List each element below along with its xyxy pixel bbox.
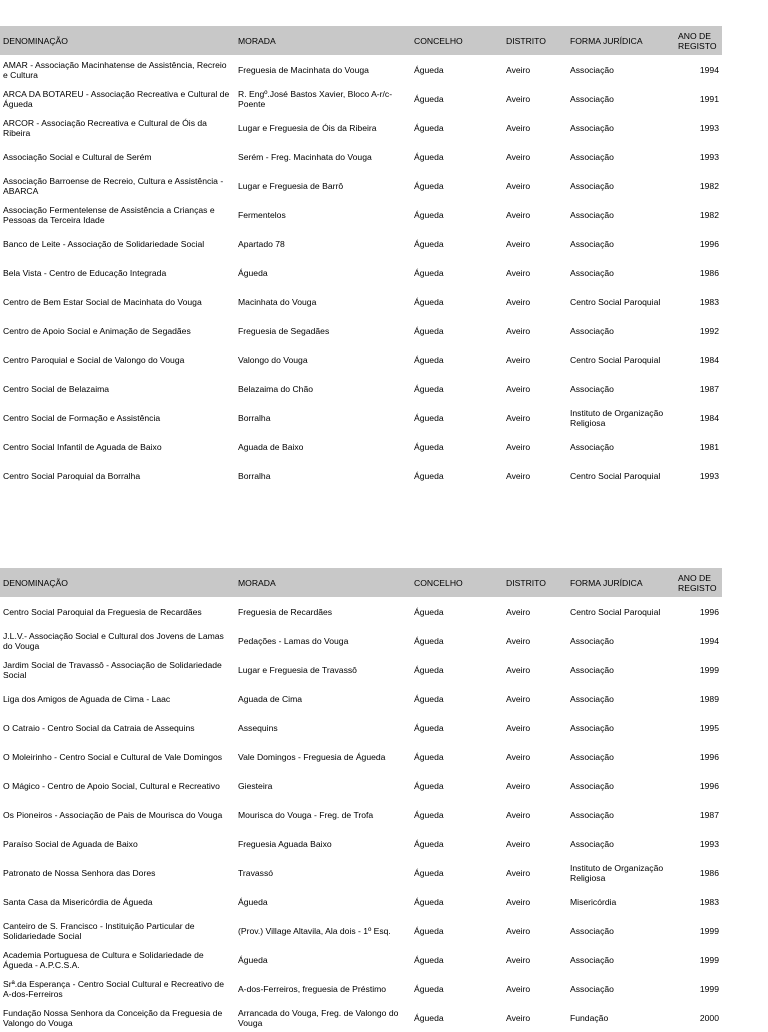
cell-morada: Águeda: [238, 267, 268, 278]
cell-distrito: Aveiro: [506, 354, 531, 365]
cell-ano-de-registo: 1992: [699, 325, 719, 336]
cell-denominacao: ARCOR - Associação Recreativa e Cultural de Óis da Ribeira: [3, 117, 207, 138]
table-row: [0, 1003, 722, 1032]
cell-ano-de-registo: 1999: [699, 983, 719, 994]
cell-morada: Assequins: [238, 722, 278, 733]
cell-morada: Freguesia de Macinhata do Vouga: [238, 64, 369, 75]
cell-ano-de-registo: 1993: [699, 151, 719, 162]
table-row: [0, 142, 722, 171]
cell-denominacao: Centro Social de Formação e Assistência: [3, 412, 161, 423]
cell-denominacao: Bela Vista - Centro de Educação Integrada: [3, 267, 167, 278]
header-distrito: DISTRITO: [503, 26, 567, 55]
cell-denominacao: Srª.da Esperança - Centro Social Cultural e Recreativo de A-dos-Ferreiros: [3, 978, 224, 999]
cell-forma-juridica: Associação: [570, 925, 614, 936]
cell-ano-de-registo: 1986: [699, 267, 719, 278]
cell-concelho: Águeda: [414, 325, 444, 336]
cell-forma-juridica: Associação: [570, 809, 614, 820]
cell-distrito: Aveiro: [506, 325, 531, 336]
table-header-row: [0, 26, 722, 55]
cell-denominacao: Jardim Social de Travassô - Associação de Solidariedade Social: [3, 659, 222, 680]
cell-ano-de-registo: 1999: [699, 664, 719, 675]
cell-forma-juridica: Associação: [570, 180, 614, 191]
cell-forma-juridica: Centro Social Paroquial: [570, 296, 661, 307]
header-ano-de-registo: ANO DE REGISTO: [672, 568, 722, 597]
cell-distrito: Aveiro: [506, 722, 531, 733]
cell-denominacao: Academia Portuguesa de Cultura e Solidariedade de Águeda - A.P.C.S.A.: [3, 949, 204, 970]
cell-distrito: Aveiro: [506, 209, 531, 220]
header-concelho: CONCELHO: [411, 568, 503, 597]
cell-forma-juridica: Associação: [570, 722, 614, 733]
header-distrito: DISTRITO: [503, 568, 567, 597]
cell-forma-juridica: Associação: [570, 751, 614, 762]
cell-concelho: Águeda: [414, 470, 444, 481]
header-forma-juridica: FORMA JURÍDICA: [567, 568, 672, 597]
cell-distrito: Aveiro: [506, 296, 531, 307]
cell-morada: Vale Domingos - Freguesia de Águeda: [238, 751, 386, 762]
cell-ano-de-registo: 1982: [699, 180, 719, 191]
cell-concelho: Águeda: [414, 238, 444, 249]
cell-distrito: Aveiro: [506, 664, 531, 675]
cell-concelho: Águeda: [414, 838, 444, 849]
cell-morada: Apartado 78: [238, 238, 285, 249]
cell-distrito: Aveiro: [506, 441, 531, 452]
cell-distrito: Aveiro: [506, 809, 531, 820]
table-row: [0, 829, 722, 858]
cell-distrito: Aveiro: [506, 1012, 531, 1023]
cell-morada: Águeda: [238, 896, 268, 907]
cell-denominacao: Os Pioneiros - Associação de Pais de Mourisca do Vouga: [3, 809, 223, 820]
cell-ano-de-registo: 1981: [699, 441, 719, 452]
cell-ano-de-registo: 1983: [699, 296, 719, 307]
cell-forma-juridica: Centro Social Paroquial: [570, 470, 661, 481]
cell-denominacao: Centro Social de Belazaima: [3, 383, 110, 394]
table-row: [0, 887, 722, 916]
table-row: [0, 316, 722, 345]
cell-concelho: Águeda: [414, 606, 444, 617]
cell-forma-juridica: Fundação: [570, 1012, 609, 1023]
cell-concelho: Águeda: [414, 383, 444, 394]
table-row: [0, 84, 722, 113]
cell-morada: Freguesia Aguada Baixo: [238, 838, 332, 849]
cell-morada: Arrancada do Vouga, Freg. de Valongo do Vouga: [238, 1007, 399, 1028]
cell-distrito: Aveiro: [506, 751, 531, 762]
cell-denominacao: Centro Paroquial e Social de Valongo do Vouga: [3, 354, 185, 365]
cell-distrito: Aveiro: [506, 180, 531, 191]
cell-morada: Aguada de Cima: [238, 693, 303, 704]
cell-morada: Lugar e Freguesia de Óis da Ribeira: [238, 122, 377, 133]
cell-distrito: Aveiro: [506, 635, 531, 646]
cell-distrito: Aveiro: [506, 238, 531, 249]
cell-distrito: Aveiro: [506, 954, 531, 965]
cell-denominacao: AMAR - Associação Macinhatense de Assistência, Recreio e Cultura: [3, 59, 227, 80]
cell-morada: R. Engº.José Bastos Xavier, Bloco A-r/c-Poente: [238, 88, 393, 109]
table-row: [0, 229, 722, 258]
table-row: [0, 945, 722, 974]
cell-morada: Belazaima do Chão: [238, 383, 314, 394]
cell-forma-juridica: Associação: [570, 780, 614, 791]
cell-concelho: Águeda: [414, 722, 444, 733]
cell-forma-juridica: Associação: [570, 93, 614, 104]
cell-forma-juridica: Associação: [570, 441, 614, 452]
cell-forma-juridica: Associação: [570, 954, 614, 965]
cell-denominacao: Centro Social Paroquial da Borralha: [3, 470, 141, 481]
cell-forma-juridica: Associação: [570, 383, 614, 394]
cell-morada: Borralha: [238, 470, 271, 481]
cell-denominacao: Centro de Bem Estar Social de Macinhata do Vouga: [3, 296, 202, 307]
cell-concelho: Águeda: [414, 693, 444, 704]
cell-morada: Lugar e Freguesia de Travassô: [238, 664, 357, 675]
cell-forma-juridica: Associação: [570, 693, 614, 704]
cell-morada: Águeda: [238, 954, 268, 965]
cell-forma-juridica: Associação: [570, 838, 614, 849]
registry-table-1: [0, 26, 722, 490]
cell-ano-de-registo: 1993: [699, 122, 719, 133]
cell-concelho: Águeda: [414, 780, 444, 791]
cell-forma-juridica: Associação: [570, 325, 614, 336]
cell-forma-juridica: Misericórdia: [570, 896, 617, 907]
table-row: [0, 374, 722, 403]
table-row: [0, 655, 722, 684]
cell-concelho: Águeda: [414, 896, 444, 907]
cell-forma-juridica: Associação: [570, 983, 614, 994]
cell-ano-de-registo: 1983: [699, 896, 719, 907]
cell-forma-juridica: Associação: [570, 664, 614, 675]
cell-morada: Serém - Freg. Macinhata do Vouga: [238, 151, 372, 162]
cell-forma-juridica: Associação: [570, 122, 614, 133]
cell-ano-de-registo: 1996: [699, 751, 719, 762]
cell-denominacao: Banco de Leite - Associação de Solidariedade Social: [3, 238, 205, 249]
header-morada: MORADA: [235, 26, 411, 55]
header-denominacao: DENOMINAÇÃO: [0, 26, 235, 55]
cell-ano-de-registo: 1995: [699, 722, 719, 733]
cell-forma-juridica: Associação: [570, 635, 614, 646]
cell-concelho: Águeda: [414, 983, 444, 994]
table-row: [0, 800, 722, 829]
table-row: [0, 742, 722, 771]
cell-ano-de-registo: 1994: [699, 64, 719, 75]
cell-ano-de-registo: 1996: [699, 606, 719, 617]
cell-ano-de-registo: 1993: [699, 838, 719, 849]
table-row: [0, 258, 722, 287]
cell-distrito: Aveiro: [506, 925, 531, 936]
table-row: [0, 916, 722, 945]
cell-concelho: Águeda: [414, 809, 444, 820]
cell-ano-de-registo: 1996: [699, 238, 719, 249]
cell-concelho: Águeda: [414, 209, 444, 220]
cell-concelho: Águeda: [414, 1012, 444, 1023]
cell-concelho: Águeda: [414, 635, 444, 646]
cell-morada: (Prov.) Village Altavila, Ala dois - 1º Esq.: [238, 925, 391, 936]
cell-ano-de-registo: 1986: [699, 867, 719, 878]
cell-denominacao: Paraíso Social de Aguada de Baixo: [3, 838, 138, 849]
cell-forma-juridica: Instituto de Organização Religiosa: [570, 407, 664, 428]
cell-ano-de-registo: 1993: [699, 470, 719, 481]
cell-morada: A-dos-Ferreiros, freguesia de Préstimo: [238, 983, 387, 994]
cell-denominacao: J.L.V.- Associação Social e Cultural dos Jovens de Lamas do Vouga: [3, 630, 224, 651]
cell-denominacao: Patronato de Nossa Senhora das Dores: [3, 867, 156, 878]
cell-denominacao: Fundação Nossa Senhora da Conceição da Freguesia de Valongo do Vouga: [3, 1007, 223, 1028]
cell-concelho: Águeda: [414, 867, 444, 878]
cell-concelho: Águeda: [414, 93, 444, 104]
registry-table-2: [0, 568, 722, 1032]
cell-forma-juridica: Centro Social Paroquial: [570, 606, 661, 617]
table-row: [0, 432, 722, 461]
cell-forma-juridica: Associação: [570, 267, 614, 278]
header-morada: MORADA: [235, 568, 411, 597]
cell-concelho: Águeda: [414, 354, 444, 365]
cell-morada: Valongo do Vouga: [238, 354, 308, 365]
cell-distrito: Aveiro: [506, 412, 531, 423]
table-row: [0, 597, 722, 626]
cell-concelho: Águeda: [414, 412, 444, 423]
cell-morada: Freguesia de Segadães: [238, 325, 330, 336]
cell-denominacao: O Moleirinho - Centro Social e Cultural de Vale Domingos: [3, 751, 223, 762]
cell-denominacao: Associação Social e Cultural de Serém: [3, 151, 152, 162]
cell-ano-de-registo: 2000: [699, 1012, 719, 1023]
cell-denominacao: O Mágico - Centro de Apoio Social, Cultural e Recreativo: [3, 780, 220, 791]
cell-distrito: Aveiro: [506, 122, 531, 133]
cell-ano-de-registo: 1984: [699, 412, 719, 423]
cell-denominacao: Liga dos Amigos de Aguada de Cima - Laac: [3, 693, 171, 704]
cell-distrito: Aveiro: [506, 867, 531, 878]
cell-distrito: Aveiro: [506, 470, 531, 481]
cell-morada: Travassó: [238, 867, 274, 878]
cell-forma-juridica: Associação: [570, 209, 614, 220]
cell-concelho: Águeda: [414, 441, 444, 452]
table-row: [0, 55, 722, 84]
cell-distrito: Aveiro: [506, 93, 531, 104]
cell-morada: Lugar e Freguesia de Barrô: [238, 180, 344, 191]
cell-denominacao: Canteiro de S. Francisco - Instituição Particular de Solidariedade Social: [3, 920, 195, 941]
cell-concelho: Águeda: [414, 180, 444, 191]
cell-concelho: Águeda: [414, 267, 444, 278]
cell-distrito: Aveiro: [506, 606, 531, 617]
cell-forma-juridica: Associação: [570, 238, 614, 249]
cell-denominacao: Centro de Apoio Social e Animação de Segadães: [3, 325, 191, 336]
cell-morada: Aguada de Baixo: [238, 441, 304, 452]
cell-morada: Macinhata do Vouga: [238, 296, 317, 307]
cell-distrito: Aveiro: [506, 983, 531, 994]
cell-ano-de-registo: 1994: [699, 635, 719, 646]
cell-ano-de-registo: 1987: [699, 383, 719, 394]
header-concelho: CONCELHO: [411, 26, 503, 55]
cell-denominacao: Associação Barroense de Recreio, Cultura e Assistência - ABARCA: [3, 175, 224, 196]
cell-distrito: Aveiro: [506, 383, 531, 394]
cell-distrito: Aveiro: [506, 780, 531, 791]
cell-forma-juridica: Associação: [570, 64, 614, 75]
cell-distrito: Aveiro: [506, 151, 531, 162]
cell-morada: Pedações - Lamas do Vouga: [238, 635, 349, 646]
table-row: [0, 461, 722, 490]
cell-concelho: Águeda: [414, 954, 444, 965]
cell-concelho: Águeda: [414, 151, 444, 162]
cell-denominacao: ARCA DA BOTAREU - Associação Recreativa e Cultural de Águeda: [3, 88, 230, 109]
cell-morada: Borralha: [238, 412, 271, 423]
header-ano-de-registo: ANO DE REGISTO: [672, 26, 722, 55]
table-row: [0, 713, 722, 742]
cell-distrito: Aveiro: [506, 838, 531, 849]
cell-denominacao: Santa Casa da Misericórdia de Águeda: [3, 896, 153, 907]
cell-concelho: Águeda: [414, 664, 444, 675]
cell-distrito: Aveiro: [506, 693, 531, 704]
table-row: [0, 200, 722, 229]
cell-morada: Fermentelos: [238, 209, 286, 220]
cell-morada: Freguesia de Recardães: [238, 606, 333, 617]
cell-concelho: Águeda: [414, 122, 444, 133]
cell-denominacao: O Catraio - Centro Social da Catraia de Assequins: [3, 722, 195, 733]
cell-morada: Mourisca do Vouga - Freg. de Trofa: [238, 809, 374, 820]
cell-forma-juridica: Associação: [570, 151, 614, 162]
table-row: [0, 626, 722, 655]
cell-ano-de-registo: 1999: [699, 954, 719, 965]
cell-ano-de-registo: 1982: [699, 209, 719, 220]
cell-concelho: Águeda: [414, 296, 444, 307]
table-header-row: [0, 568, 722, 597]
cell-ano-de-registo: 1989: [699, 693, 719, 704]
cell-denominacao: Centro Social Infantil de Aguada de Baixo: [3, 441, 162, 452]
cell-morada: Giesteira: [238, 780, 273, 791]
cell-ano-de-registo: 1987: [699, 809, 719, 820]
table-row: [0, 858, 722, 887]
cell-ano-de-registo: 1991: [699, 93, 719, 104]
cell-denominacao: Centro Social Paroquial da Freguesia de Recardães: [3, 606, 202, 617]
header-forma-juridica: FORMA JURÍDICA: [567, 26, 672, 55]
table-row: [0, 345, 722, 374]
table-row: [0, 287, 722, 316]
cell-concelho: Águeda: [414, 751, 444, 762]
header-denominacao: DENOMINAÇÃO: [0, 568, 235, 597]
cell-forma-juridica: Centro Social Paroquial: [570, 354, 661, 365]
cell-denominacao: Associação Fermentelense de Assistência a Crianças e Pessoas da Terceira Idade: [3, 204, 215, 225]
cell-distrito: Aveiro: [506, 267, 531, 278]
table-row: [0, 974, 722, 1003]
cell-distrito: Aveiro: [506, 64, 531, 75]
table-row: [0, 113, 722, 142]
table-row: [0, 684, 722, 713]
cell-concelho: Águeda: [414, 925, 444, 936]
cell-concelho: Águeda: [414, 64, 444, 75]
table-row: [0, 171, 722, 200]
cell-distrito: Aveiro: [506, 896, 531, 907]
cell-ano-de-registo: 1999: [699, 925, 719, 936]
cell-forma-juridica: Instituto de Organização Religiosa: [570, 862, 664, 883]
cell-ano-de-registo: 1996: [699, 780, 719, 791]
table-row: [0, 771, 722, 800]
cell-ano-de-registo: 1984: [699, 354, 719, 365]
table-row: [0, 403, 722, 432]
